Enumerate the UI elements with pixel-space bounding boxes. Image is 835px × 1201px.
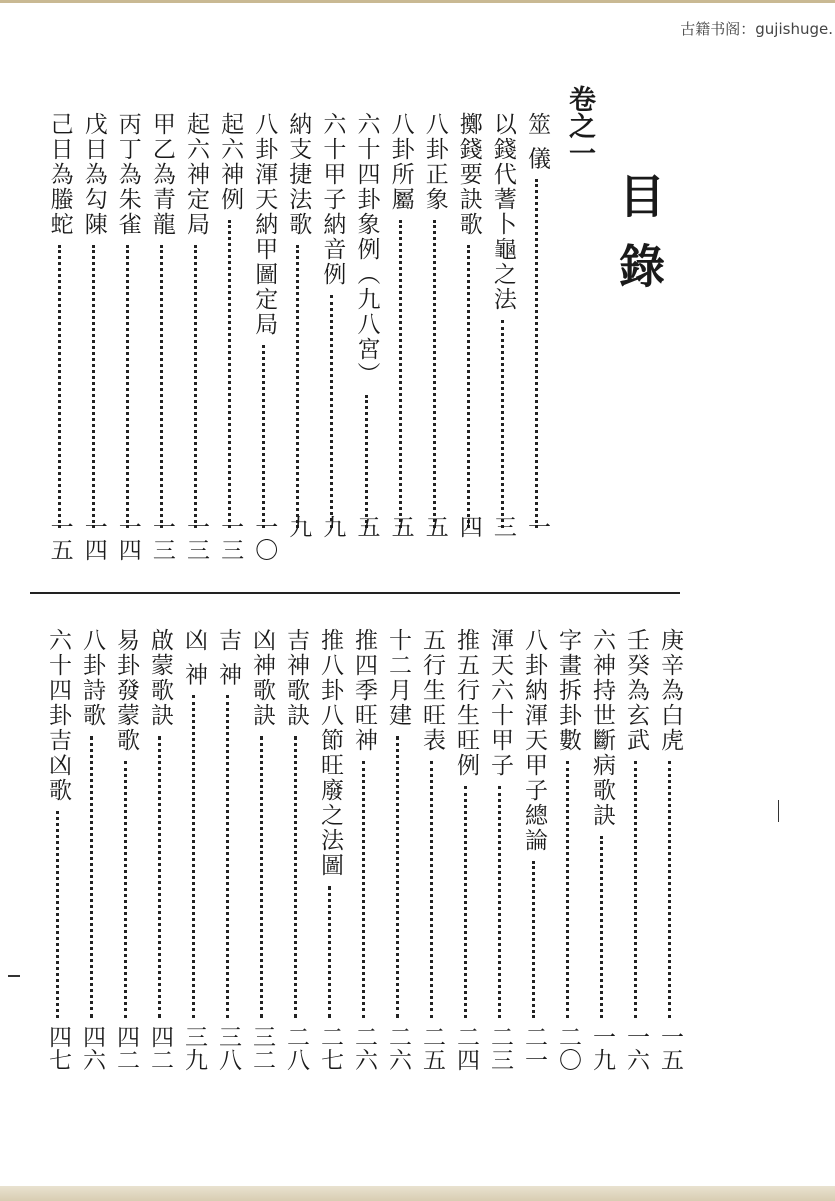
- toc-entry-title: 六十甲子納音例: [319, 112, 346, 287]
- toc-leader-dots: [296, 245, 299, 528]
- toc-entry-title: 五行生旺表: [419, 628, 445, 753]
- toc-entry-page: 二三: [487, 1025, 513, 1071]
- toc-entry-title: 擲錢要訣歌: [455, 112, 482, 237]
- toc-entry-page: 三二: [249, 1025, 275, 1071]
- toc-leader-dots: [194, 245, 197, 528]
- toc-leader-dots: [501, 320, 504, 528]
- toc-leader-dots: [362, 761, 365, 1018]
- section-divider: [30, 592, 680, 594]
- toc-entry-title: 八卦納渾天甲子總論: [521, 628, 547, 853]
- toc-entry-title: 庚辛為白虎: [657, 628, 683, 753]
- toc-entry-title: 戊日為勾陳: [80, 112, 107, 237]
- toc-leader-dots: [634, 761, 637, 1018]
- toc-leader-dots: [535, 179, 538, 528]
- toc-entry-page: 四: [455, 515, 482, 538]
- toc-leader-dots: [294, 736, 297, 1018]
- toc-entry-title: 推五行生旺例: [453, 628, 479, 778]
- toc-entry-page: 一九: [589, 1025, 615, 1071]
- toc-leader-dots: [399, 220, 402, 528]
- toc-leader-dots: [464, 786, 467, 1018]
- toc-leader-dots: [262, 345, 265, 528]
- toc-entry-page: 一三: [183, 515, 209, 561]
- toc-entry-title: 易卦發蒙歌: [113, 628, 139, 753]
- toc-entry-page: 二八: [283, 1025, 309, 1071]
- toc-entry-page: 一四: [114, 515, 141, 561]
- toc-entry-page: 四二: [113, 1025, 139, 1071]
- toc-entry-page: 一六: [623, 1025, 649, 1071]
- toc-leader-dots: [328, 886, 331, 1018]
- toc-leader-dots: [467, 245, 470, 528]
- toc-entry-page: 二六: [351, 1025, 377, 1071]
- toc-entry-title: 八卦所屬: [387, 112, 414, 212]
- toc-entry-page: 一〇: [251, 515, 278, 561]
- volume-heading: 卷之一: [564, 85, 595, 166]
- toc-entry-title: 八卦正象: [421, 112, 448, 212]
- page-top-edge: [0, 0, 835, 3]
- toc-leader-dots: [260, 736, 263, 1018]
- toc-entry-title: 起六神定局: [183, 112, 209, 237]
- toc-entry-title: 啟蒙歌訣: [147, 628, 173, 728]
- toc-entry-page: 二五: [419, 1025, 445, 1071]
- toc-leader-dots: [566, 761, 569, 1018]
- toc-entry-page: 四二: [147, 1025, 173, 1071]
- toc-entry-title: 六十四卦象例（九八宮）: [353, 112, 380, 387]
- toc-entry-title: 丙丁為朱雀: [114, 112, 141, 237]
- toc-leader-dots: [124, 761, 127, 1018]
- margin-mark: [8, 975, 20, 977]
- toc-entry-page: 一五: [657, 1025, 683, 1071]
- toc-entry-title: 渾天六十甲子: [487, 628, 513, 778]
- toc-entry-title: 筮 儀: [524, 112, 550, 172]
- toc-entry-page: 四六: [79, 1025, 105, 1071]
- toc-entry-title: 吉神歌訣: [283, 628, 309, 728]
- watermark: 古籍书阁：gujishuge.: [680, 20, 833, 38]
- toc-leader-dots: [600, 836, 603, 1018]
- toc-entry-page: 三九: [181, 1025, 207, 1071]
- toc-entry-page: 二六: [385, 1025, 411, 1071]
- toc-leader-dots: [92, 245, 95, 528]
- page-title: 目錄: [612, 172, 666, 312]
- toc-entry-title: 八卦詩歌: [79, 628, 105, 728]
- margin-mark: [778, 800, 779, 822]
- toc-entry-title: 凶 神: [181, 628, 207, 688]
- toc-entry-page: 九: [319, 515, 346, 538]
- toc-leader-dots: [330, 295, 333, 528]
- toc-entry-title: 推四季旺神: [351, 628, 377, 753]
- toc-leader-dots: [56, 811, 59, 1018]
- toc-entry-page: 一五: [46, 515, 73, 561]
- toc-entry-page: 一: [524, 515, 550, 538]
- toc-leader-dots: [158, 736, 161, 1018]
- toc-leader-dots: [90, 736, 93, 1018]
- toc-leader-dots: [228, 220, 231, 528]
- toc-entry-title: 六十四卦吉凶歌: [45, 628, 71, 803]
- toc-entry-page: 一三: [217, 515, 244, 561]
- toc-leader-dots: [58, 245, 61, 528]
- toc-leader-dots: [433, 220, 436, 528]
- toc-leader-dots: [396, 736, 399, 1018]
- toc-leader-dots: [430, 761, 433, 1018]
- toc-entry-title: 甲乙為青龍: [148, 112, 175, 237]
- toc-leader-dots: [498, 786, 501, 1018]
- toc-entry-page: 五: [421, 515, 448, 538]
- toc-leader-dots: [160, 245, 163, 528]
- toc-entry-title: 壬癸為玄武: [623, 628, 649, 753]
- toc-entry-title: 起六神例: [217, 112, 244, 212]
- toc-entry-title: 以錢代蓍卜龜之法: [489, 112, 516, 312]
- toc-entry-page: 四七: [45, 1025, 71, 1071]
- toc-entry-page: 九: [285, 515, 312, 538]
- toc-leader-dots: [126, 245, 129, 528]
- toc-entry-title: 吉 神: [215, 628, 241, 688]
- toc-entry-title: 八卦渾天納甲圖定局: [251, 112, 278, 337]
- toc-entry-page: 二七: [317, 1025, 343, 1071]
- toc-entry-title: 字畫拆卦數: [555, 628, 581, 753]
- toc-leader-dots: [365, 395, 368, 528]
- toc-entry-title: 推八卦八節旺廢之法圖: [317, 628, 343, 878]
- toc-entry-title: 十二月建: [385, 628, 411, 728]
- toc-entry-title: 凶神歌訣: [249, 628, 275, 728]
- toc-entry-title: 六神持世斷病歌訣: [589, 628, 615, 828]
- toc-entry-page: 三八: [215, 1025, 241, 1071]
- toc-entry-page: 一四: [80, 515, 107, 561]
- toc-entry-title: 己日為螣蛇: [46, 112, 73, 237]
- toc-entry-page: 五: [353, 515, 380, 538]
- toc-entry-page: 一三: [148, 515, 175, 561]
- toc-leader-dots: [668, 761, 671, 1018]
- toc-leader-dots: [226, 695, 229, 1018]
- toc-entry-page: 三: [489, 515, 516, 538]
- toc-entry-page: 五: [387, 515, 414, 538]
- toc-entry-page: 二四: [453, 1025, 479, 1071]
- page-bottom-edge: [0, 1186, 835, 1201]
- toc-leader-dots: [532, 861, 535, 1018]
- toc-entry-page: 二一: [521, 1025, 547, 1071]
- toc-leader-dots: [192, 695, 195, 1018]
- toc-entry-page: 二〇: [555, 1025, 581, 1071]
- toc-entry-title: 納支捷法歌: [285, 112, 312, 237]
